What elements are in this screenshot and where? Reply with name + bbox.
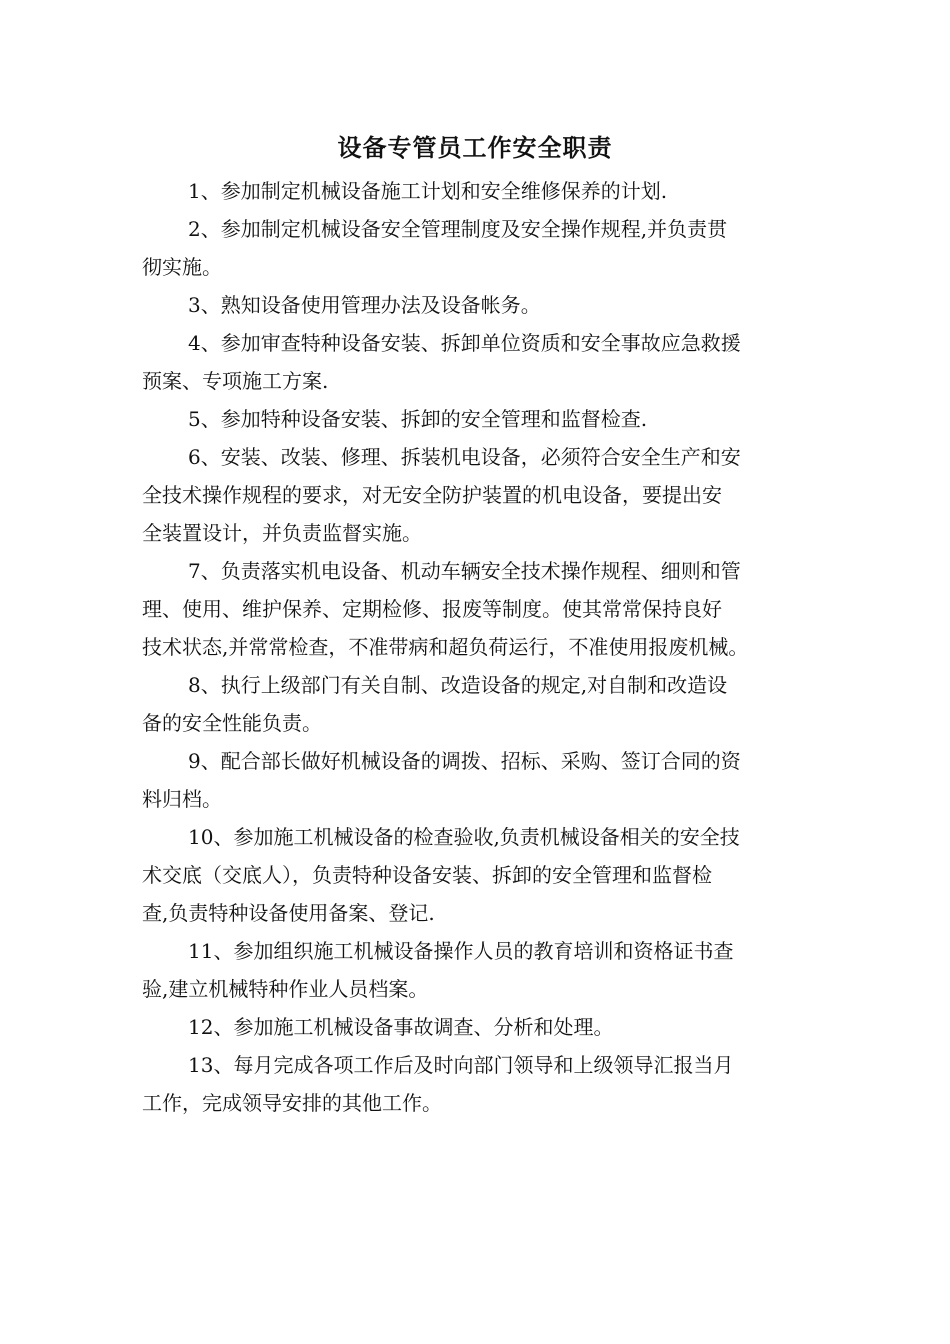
duty-item-6: 6、安装、改装、修理、拆装机电设备，必须符合安全生产和安 全技术操作规程的要求，对无安全防护装置的机电设备，要提出安 全装置设计，并负责监督实施。	[142, 445, 741, 545]
duty-item-11: 11、参加组织施工机械设备操作人员的教育培训和资格证书查 验,建立机械特种作业人员档案。	[142, 939, 734, 1001]
duty-item-7: 7、负责落实机电设备、机动车辆安全技术操作规程、细则和管 理、使用、维护保养、定期检修、报废等制度。使其常常保持良好 技术状态,并常常检查，不准带病和超负荷运行，不准使用报废机械。	[142, 559, 749, 659]
duty-item-9: 9、配合部长做好机械设备的调拨、招标、采购、签订合同的资 料归档。	[142, 749, 741, 811]
duty-item-3: 3、熟知设备使用管理办法及设备帐务。	[188, 293, 541, 317]
duty-item-2: 2、参加制定机械设备安全管理制度及安全操作规程,并负责贯 彻实施。	[142, 217, 728, 279]
document-body	[142, 172, 812, 1122]
document-title: 设备专管员工作安全职责	[337, 134, 613, 162]
duty-item-12: 12、参加施工机械设备事故调查、分析和处理。	[188, 1015, 614, 1039]
duty-item-8: 8、执行上级部门有关自制、改造设备的规定,对自制和改造设 备的安全性能负责。	[142, 673, 728, 735]
duty-item-1: 1、参加制定机械设备施工计划和安全维修保养的计划.	[188, 179, 668, 203]
duty-item-5: 5、参加特种设备安装、拆卸的安全管理和监督检查.	[188, 407, 648, 431]
duty-item-13: 13、每月完成各项工作后及时向部门领导和上级领导汇报当月 工作，完成领导安排的其他工作。	[142, 1053, 734, 1115]
duty-item-4: 4、参加审查特种设备安装、拆卸单位资质和安全事故应急救援 预案、专项施工方案.	[142, 331, 741, 393]
duty-item-10: 10、参加施工机械设备的检查验收,负责机械设备相关的安全技 术交底（交底人），负责特种设备安装、拆卸的安全管理和监督检 查,负责特种设备使用备案、登记.	[142, 825, 740, 925]
